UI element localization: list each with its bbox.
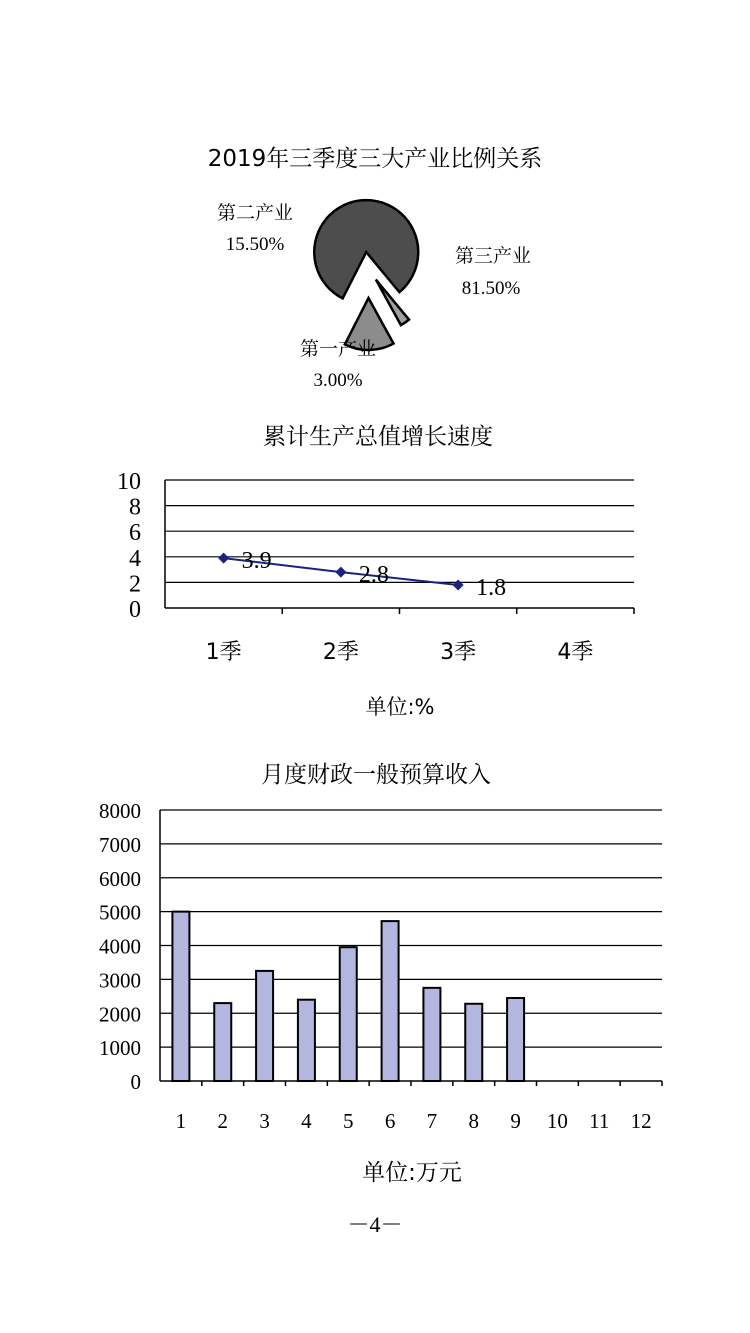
bar-rect xyxy=(423,988,440,1081)
line-unit-label: 单位:% xyxy=(365,695,435,719)
line-y-tick-label: 6 xyxy=(129,520,141,547)
bar-title: 月度财政一般预算收入 xyxy=(261,762,491,788)
bar-rect xyxy=(382,921,399,1081)
bar-x-tick-label: 4 xyxy=(301,1109,312,1133)
bar-rect xyxy=(465,1004,482,1081)
page-number: －4－ xyxy=(347,1212,403,1237)
bar-y-tick-label: 4000 xyxy=(99,934,141,959)
bar-x-tick-label: 12 xyxy=(630,1109,652,1133)
line-point-marker xyxy=(335,567,346,578)
line-point-marker xyxy=(453,579,464,590)
bar-unit-label: 单位:万元 xyxy=(362,1160,462,1186)
line-x-tick-label: 4季 xyxy=(557,640,594,665)
bar-y-tick-label: 8000 xyxy=(99,799,141,823)
bar-rect xyxy=(214,1003,231,1081)
bar-rect xyxy=(172,912,189,1081)
pie-label-secondary xyxy=(217,202,293,255)
pie-slice-percent: 3.00% xyxy=(313,370,363,391)
line-x-tick-label: 1季 xyxy=(205,640,242,665)
bar-x-tick-label: 2 xyxy=(217,1109,228,1133)
line-y-tick-label: 10 xyxy=(117,469,141,495)
pie-label-tertiary xyxy=(455,245,531,299)
pie-slice-percent: 15.50% xyxy=(225,234,285,255)
bar-rect xyxy=(256,971,273,1081)
line-point-marker xyxy=(218,553,229,564)
bar-rect xyxy=(298,1000,315,1081)
line-data-label: 3.9 xyxy=(241,548,272,575)
pie-slice-name: 第二产业 xyxy=(216,202,294,224)
bar-rect xyxy=(340,947,357,1081)
line-data-label: 2.8 xyxy=(358,562,389,589)
bar-y-tick-label: 3000 xyxy=(99,968,141,993)
bar-y-tick-label: 7000 xyxy=(99,832,141,857)
bar-x-tick-label: 5 xyxy=(343,1109,354,1133)
bar-x-tick-label: 7 xyxy=(426,1109,438,1133)
line-data-label: 1.8 xyxy=(476,574,507,601)
line-y-tick-label: 0 xyxy=(129,597,141,623)
line-y-tick-label: 8 xyxy=(129,494,141,521)
bar-y-tick-label: 6000 xyxy=(99,866,141,891)
bar-rect xyxy=(507,998,524,1081)
bar-x-tick-label: 1 xyxy=(175,1109,187,1133)
pie-slice xyxy=(314,200,418,298)
bar-y-tick-label: 0 xyxy=(130,1070,141,1094)
bar-x-tick-label: 9 xyxy=(510,1109,521,1133)
pie-slice-percent: 81.50% xyxy=(461,278,521,299)
bar-x-tick-label: 10 xyxy=(546,1109,568,1133)
bar-chart xyxy=(99,762,662,1186)
line-chart xyxy=(117,424,634,719)
pie-chart xyxy=(208,146,543,391)
pie-label-primary xyxy=(300,338,376,391)
bar-x-tick-label: 3 xyxy=(259,1109,270,1133)
bar-y-tick-label: 2000 xyxy=(99,1002,141,1027)
line-y-tick-label: 2 xyxy=(129,571,141,598)
bar-x-tick-label: 11 xyxy=(589,1109,610,1133)
bar-y-tick-label: 5000 xyxy=(99,900,141,925)
bar-x-tick-label: 6 xyxy=(384,1109,396,1133)
bar-x-tick-label: 8 xyxy=(468,1109,479,1133)
pie-title: 2019年三季度三大产业比例关系 xyxy=(207,146,543,172)
pie-slice-name: 第一产业 xyxy=(299,338,377,360)
line-x-tick-label: 2季 xyxy=(322,640,359,665)
line-title: 累计生产总值增长速度 xyxy=(263,424,493,450)
bar-y-tick-label: 1000 xyxy=(99,1036,141,1061)
pie-slice-name: 第三产业 xyxy=(454,245,532,267)
line-x-tick-label: 3季 xyxy=(440,640,477,665)
line-y-tick-label: 4 xyxy=(129,545,141,572)
